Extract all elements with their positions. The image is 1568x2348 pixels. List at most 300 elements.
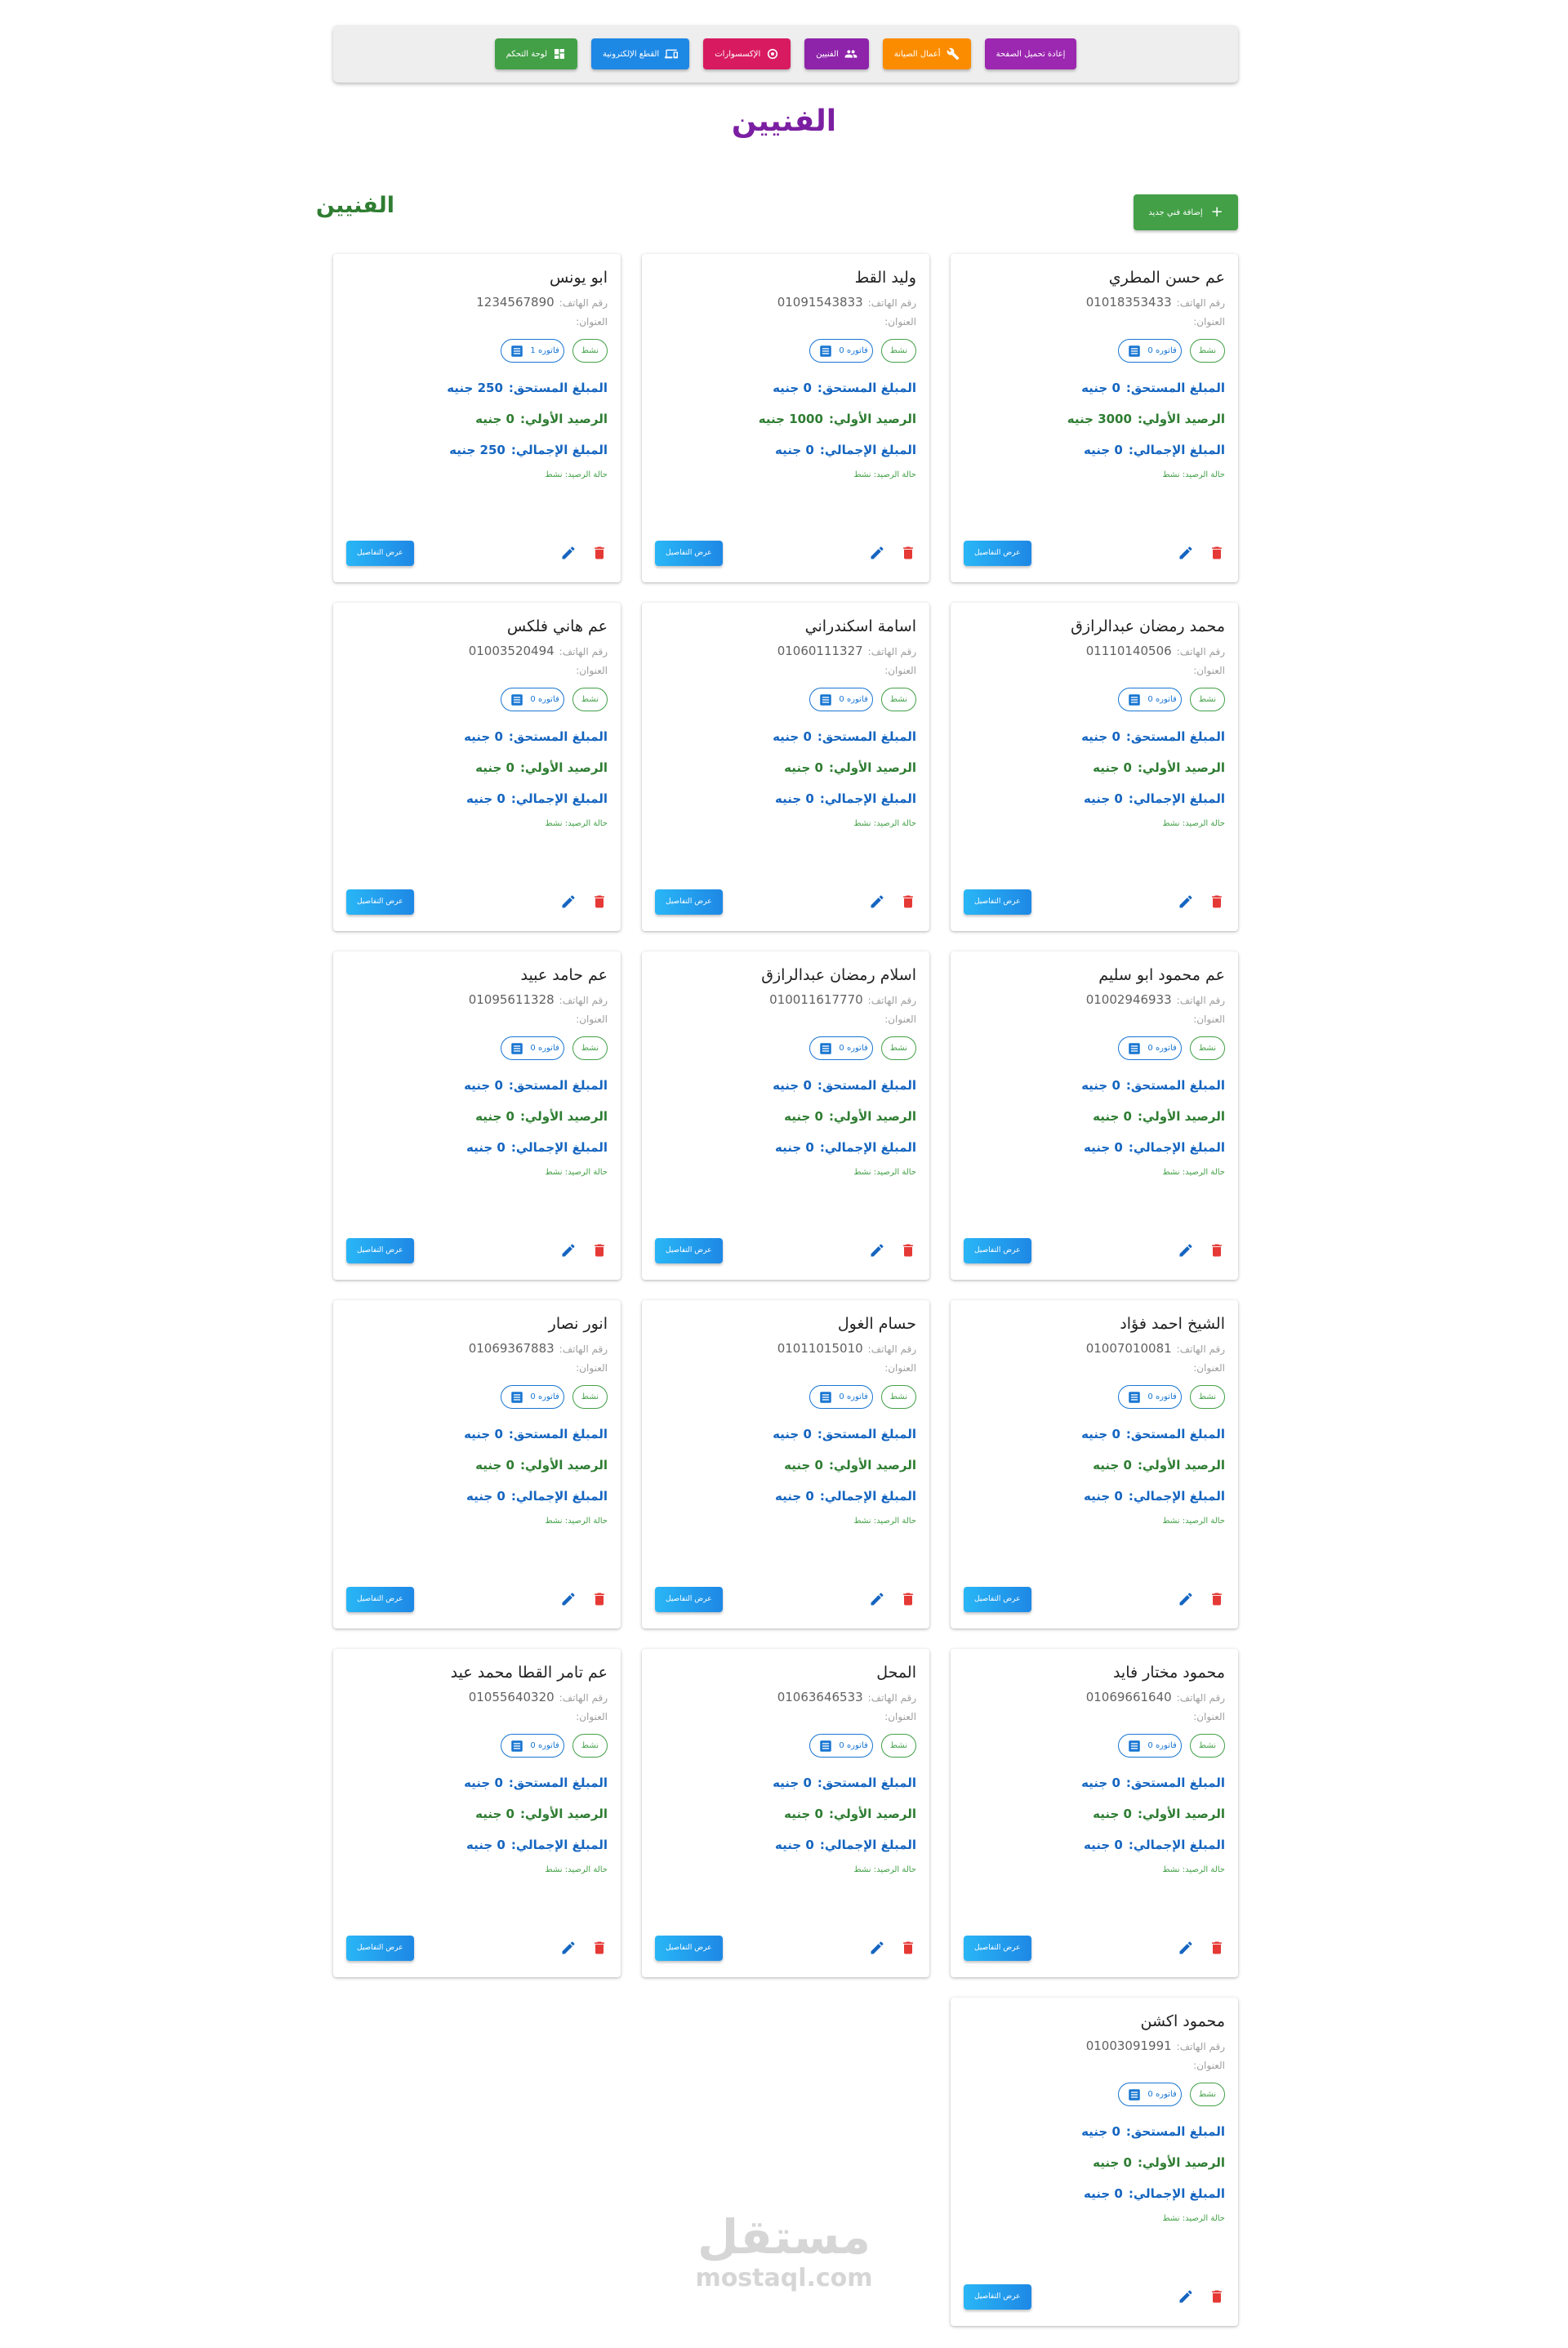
invoice-count-chip[interactable] [1118,339,1181,363]
phone-label: رقم الهاتف: [867,1692,916,1704]
view-details-button[interactable]: عرض التفاصيل [346,1936,414,1961]
opening-balance-amount: 0 [1123,760,1132,775]
balance-status: حالة الرصيد: نشط [1162,1517,1225,1526]
total-amount-label: المبلغ الإجمالي: [510,1838,608,1852]
edit-icon[interactable] [869,893,885,910]
technician-card [951,603,1238,931]
currency-label: جنيه [447,381,474,395]
card-action-icons [869,1940,916,1956]
currency-label: جنيه [1081,381,1108,395]
amount-due-label: المبلغ المستحق: [817,1775,916,1790]
technician-card [333,603,621,931]
invoice-count-chip[interactable] [1118,1734,1181,1758]
view-details-button[interactable]: عرض التفاصيل [655,1936,723,1961]
amount-due-label: المبلغ المستحق: [1125,729,1225,744]
invoice-count-text: فاتوره 0 [530,1741,559,1750]
phone-row [964,1690,1225,1704]
technician-card-body [655,1313,916,1615]
technician-card [951,254,1238,582]
currency-label: جنيه [1081,1427,1108,1441]
phone-row [346,1690,608,1704]
balance-status: حالة الرصيد: نشط [853,1168,916,1177]
address-label: العنوان: [1193,665,1225,676]
delete-icon[interactable] [591,545,608,561]
address-label: العنوان: [884,316,916,327]
view-details-button[interactable]: عرض التفاصيل [655,1238,723,1263]
phone-value: 01003520494 [468,644,555,658]
opening-balance-label: الرصيد الأولي: [828,412,916,426]
phone-label: رقم الهاتف: [1176,646,1225,657]
delete-icon[interactable] [900,1591,916,1607]
opening-balance-value [1093,2155,1132,2170]
phone-row [655,1690,916,1704]
amount-due-value [464,1775,503,1790]
invoice-count-chip[interactable] [501,339,564,363]
delete-icon[interactable] [1209,1591,1225,1607]
delete-icon[interactable] [900,1940,916,1956]
currency-label: جنيه [475,1807,502,1821]
card-actions [346,1935,608,1961]
total-amount-row [964,2186,1225,2201]
phone-row [655,1341,916,1356]
phone-value: 01095611328 [468,992,555,1007]
currency-label: جنيه [475,412,502,426]
view-details-button[interactable]: عرض التفاصيل [346,1238,414,1263]
delete-icon[interactable] [1209,893,1225,910]
edit-icon[interactable] [869,1242,885,1259]
status-chip: نشط [1190,1734,1225,1758]
opening-balance-amount: 0 [814,1109,823,1124]
delete-icon[interactable] [900,1242,916,1259]
total-amount-row [655,1140,916,1155]
card-actions [655,540,916,566]
currency-label: جنيه [466,1838,493,1852]
invoice-count-chip[interactable] [809,1734,872,1758]
total-amount-amount: 0 [805,443,814,457]
view-details-button[interactable]: عرض التفاصيل [655,889,723,915]
amount-due-value [1081,729,1120,744]
opening-balance-value [1093,1807,1132,1821]
edit-icon[interactable] [560,1242,577,1259]
technician-name: انور نصار [548,1315,608,1333]
opening-balance-label: الرصيد الأولي: [1137,1807,1225,1821]
opening-balance-value [759,412,823,426]
currency-label: جنيه [784,1458,811,1473]
invoice-count-chip[interactable] [1118,2083,1181,2106]
technician-card-body [964,1662,1225,1964]
technician-name: عم حامد عبيد [520,966,608,984]
edit-icon[interactable] [869,1591,885,1607]
balance-status: حالة الرصيد: نشط [545,1865,608,1874]
card-actions [346,1586,608,1612]
amount-due-value [464,1078,503,1093]
view-details-button[interactable]: عرض التفاصيل [346,1587,414,1612]
edit-icon[interactable] [560,1591,577,1607]
invoice-count-text: فاتوره 0 [839,1044,868,1053]
invoice-count-chip[interactable] [1118,688,1181,711]
opening-balance-row [346,1109,608,1124]
chips-row [346,1036,608,1060]
currency-label: جنيه [464,1427,491,1441]
technician-card-body [964,965,1225,1267]
amount-due-label: المبلغ المستحق: [817,1078,916,1093]
technician-name: عم حسن المطري [1108,269,1225,287]
status-chip: نشط [1190,1385,1225,1409]
edit-icon[interactable] [1178,1591,1194,1607]
opening-balance-label: الرصيد الأولي: [828,760,916,775]
phone-value: 01003091991 [1085,2038,1172,2053]
phone-value: 01018353433 [1085,295,1172,310]
currency-label: جنيه [475,760,502,775]
amount-due-amount: 0 [1111,1427,1120,1441]
opening-balance-amount: 0 [814,1458,823,1473]
technician-card [333,951,621,1280]
total-amount-row [655,443,916,457]
address-label: العنوان: [576,316,608,327]
amount-due-amount: 0 [494,1078,503,1093]
chips-row [346,688,608,711]
phone-row [655,992,916,1007]
document-icon [818,1739,833,1753]
opening-balance-value [784,1109,823,1124]
amount-due-amount: 0 [494,1427,503,1441]
opening-balance-value [1093,760,1132,775]
amount-due-value [773,1775,812,1790]
currency-label: جنيه [466,791,493,806]
view-details-button[interactable]: عرض التفاصيل [964,889,1031,915]
amount-due-row [655,729,916,744]
edit-icon[interactable] [1178,2288,1194,2305]
phone-value: 01055640320 [468,1690,555,1704]
invoice-count-chip[interactable] [501,1734,564,1758]
opening-balance-amount: 0 [1123,2155,1132,2170]
invoice-count-chip[interactable] [501,1036,564,1060]
currency-label: جنيه [1093,2155,1120,2170]
amount-due-label: المبلغ المستحق: [508,1427,608,1441]
total-amount-row [655,1489,916,1504]
card-action-icons [869,893,916,910]
edit-icon[interactable] [869,1940,885,1956]
opening-balance-amount: 0 [506,412,514,426]
total-amount-label: المبلغ الإجمالي: [819,443,916,457]
amount-due-amount: 250 [477,381,503,395]
technician-card [642,1300,929,1628]
balance-status: حالة الرصيد: نشط [545,470,608,479]
edit-icon[interactable] [1178,1242,1194,1259]
card-actions [964,1935,1225,1961]
document-icon [818,344,833,359]
currency-label: جنيه [1084,2186,1111,2201]
chips-row [655,1385,916,1409]
amount-due-row [655,1427,916,1441]
opening-balance-row [346,1458,608,1473]
opening-balance-amount: 0 [1123,1807,1132,1821]
document-icon [1127,1739,1142,1753]
invoice-count-chip[interactable] [809,1385,872,1409]
technician-card [951,1300,1238,1628]
delete-icon[interactable] [591,893,608,910]
opening-balance-label: الرصيد الأولي: [519,412,608,426]
total-amount-amount: 0 [805,1140,814,1155]
total-amount-value [1084,1489,1123,1504]
address-label: العنوان: [884,1362,916,1374]
opening-balance-row [655,760,916,775]
total-amount-value [466,1140,506,1155]
document-icon [1127,344,1142,359]
card-action-icons [1178,893,1225,910]
amount-due-label: المبلغ المستحق: [817,729,916,744]
nav-button-label: الفنيين [816,49,839,59]
view-details-button[interactable]: عرض التفاصيل [964,541,1031,566]
delete-icon[interactable] [591,1242,608,1259]
currency-label: جنيه [775,443,802,457]
amount-due-amount: 0 [1111,2124,1120,2139]
phone-value: 01011015010 [777,1341,863,1356]
card-action-icons [1178,1940,1225,1956]
currency-label: جنيه [1081,1775,1108,1790]
view-details-button[interactable]: عرض التفاصيل [964,1238,1031,1263]
currency-label: جنيه [1093,760,1120,775]
card-action-icons [560,1940,608,1956]
invoice-count-text: فاتوره 1 [530,346,559,355]
technician-name: الشيخ احمد فؤاد [1120,1315,1225,1333]
total-amount-amount: 0 [1114,1838,1123,1852]
chips-row [346,1734,608,1758]
currency-label: جنيه [449,443,476,457]
opening-balance-row [964,412,1225,426]
chips-row [346,339,608,363]
currency-label: جنيه [466,1489,493,1504]
amount-due-amount: 0 [1111,381,1120,395]
invoice-count-chip[interactable] [501,1385,564,1409]
phone-row [346,295,608,310]
opening-balance-amount: 3000 [1098,412,1132,426]
card-action-icons [1178,545,1225,561]
edit-icon[interactable] [1178,893,1194,910]
currency-label: جنيه [1093,1807,1120,1821]
edit-icon[interactable] [1178,545,1194,561]
opening-balance-value [475,760,514,775]
status-chip: نشط [572,339,608,363]
invoice-count-chip[interactable] [1118,1385,1181,1409]
currency-label: جنيه [466,1140,493,1155]
delete-icon[interactable] [591,1591,608,1607]
technician-card [951,1998,1238,2326]
edit-icon[interactable] [560,545,577,561]
amount-due-row [346,381,608,395]
view-details-button[interactable]: عرض التفاصيل [655,1587,723,1612]
opening-balance-label: الرصيد الأولي: [519,1109,608,1124]
amount-due-label: المبلغ المستحق: [1125,381,1225,395]
amount-due-value [1081,2124,1120,2139]
amount-due-row [346,729,608,744]
technician-name: عم محمود ابو سليم [1098,966,1225,984]
currency-label: جنيه [784,1807,811,1821]
technician-card [951,1649,1238,1977]
technician-name: اسلام رمضان عبدالرازق [761,966,916,984]
opening-balance-label: الرصيد الأولي: [519,1807,608,1821]
amount-due-value [1081,381,1120,395]
card-action-icons [560,1591,608,1607]
chips-row [655,1734,916,1758]
opening-balance-amount: 0 [506,1807,514,1821]
opening-balance-value [1067,412,1132,426]
balance-status: حالة الرصيد: نشط [853,1865,916,1874]
amount-due-amount: 0 [494,1775,503,1790]
plus-icon: + [1210,203,1223,221]
currency-label: جنيه [775,791,802,806]
delete-icon[interactable] [900,893,916,910]
total-amount-value [1084,2186,1123,2201]
edit-icon[interactable] [1178,1940,1194,1956]
invoice-count-chip[interactable] [809,1036,872,1060]
total-amount-value [775,1140,814,1155]
phone-row [655,295,916,310]
total-amount-label: المبلغ الإجمالي: [1128,791,1225,806]
view-details-button[interactable]: عرض التفاصيل [964,1587,1031,1612]
delete-icon[interactable] [591,1940,608,1956]
technician-card-body [964,616,1225,918]
amount-due-value [1081,1775,1120,1790]
technician-card-body [964,267,1225,569]
balance-status: حالة الرصيد: نشط [853,819,916,828]
amount-due-row [964,729,1225,744]
opening-balance-amount: 0 [814,760,823,775]
phone-label: رقم الهاتف: [1176,297,1225,309]
technician-name: عم تامر القطا محمد عيد [450,1664,608,1682]
status-chip: نشط [1190,2083,1225,2106]
edit-icon[interactable] [869,545,885,561]
delete-icon[interactable] [1209,2288,1225,2305]
amount-due-value [447,381,503,395]
add-technician-label: إضافة فني جديد [1148,207,1203,217]
status-chip: نشط [572,1385,608,1409]
delete-icon[interactable] [900,545,916,561]
edit-icon[interactable] [560,1940,577,1956]
phone-label: رقم الهاتف: [867,646,916,657]
amount-due-value [773,1078,812,1093]
status-chip: نشط [1190,339,1225,363]
currency-label: جنيه [773,1078,800,1093]
amount-due-value [464,729,503,744]
amount-due-value [464,1427,503,1441]
amount-due-row [655,381,916,395]
opening-balance-amount: 0 [506,1109,514,1124]
technician-card-body [346,267,608,569]
total-amount-value [775,791,814,806]
technician-name: اسامة اسكندراني [804,617,916,635]
view-details-button[interactable]: عرض التفاصيل [964,1936,1031,1961]
chips-row [964,1734,1225,1758]
total-amount-value [466,791,506,806]
amount-due-value [1081,1427,1120,1441]
amount-due-row [346,1078,608,1093]
total-amount-row [964,1838,1225,1852]
amount-due-row [964,381,1225,395]
invoice-count-text: فاتوره 0 [1147,2090,1177,2099]
status-chip: نشط [881,688,916,711]
balance-status: حالة الرصيد: نشط [545,819,608,828]
watermark-latin: mostaql.com [695,2264,873,2292]
currency-label: جنيه [758,412,785,426]
delete-icon[interactable] [1209,545,1225,561]
view-details-button[interactable]: عرض التفاصيل [964,2284,1031,2310]
delete-icon[interactable] [1209,1940,1225,1956]
invoice-count-chip[interactable] [809,688,872,711]
delete-icon[interactable] [1209,1242,1225,1259]
card-actions [964,540,1225,566]
edit-icon[interactable] [560,893,577,910]
currency-label: جنيه [1084,1489,1111,1504]
total-amount-row [655,791,916,806]
view-details-button[interactable]: عرض التفاصيل [346,889,414,915]
invoice-count-text: فاتوره 0 [530,1044,559,1053]
phone-label: رقم الهاتف: [559,646,608,657]
technician-card [333,1300,621,1628]
opening-balance-row [655,1458,916,1473]
amount-due-label: المبلغ المستحق: [817,1427,916,1441]
invoice-count-chip[interactable] [1118,1036,1181,1060]
total-amount-row [964,1140,1225,1155]
view-details-button[interactable]: عرض التفاصيل [655,541,723,566]
opening-balance-amount: 0 [814,1807,823,1821]
document-icon [1127,1041,1142,1056]
balance-status: حالة الرصيد: نشط [1162,1865,1225,1874]
chips-row [964,2083,1225,2106]
amount-due-amount: 0 [803,381,812,395]
amount-due-row [964,1427,1225,1441]
total-amount-value [775,1838,814,1852]
total-amount-amount: 0 [1114,1489,1123,1504]
document-icon [818,1041,833,1056]
opening-balance-amount: 0 [506,760,514,775]
chips-row [964,339,1225,363]
address-label: العنوان: [1193,2060,1225,2071]
status-chip: نشط [572,1734,608,1758]
total-amount-label: المبلغ الإجمالي: [1128,2186,1225,2201]
total-amount-value [466,1838,506,1852]
technician-card-body [964,1313,1225,1615]
technician-card [642,951,929,1280]
nav-button-label: إعادة تحميل الصفحة [996,49,1066,59]
amount-due-amount: 0 [803,1427,812,1441]
invoice-count-chip[interactable] [501,688,564,711]
total-amount-amount: 0 [805,1489,814,1504]
opening-balance-amount: 0 [506,1458,514,1473]
currency-label: جنيه [1067,412,1094,426]
card-actions [655,1237,916,1263]
total-amount-label: المبلغ الإجمالي: [819,791,916,806]
total-amount-amount: 250 [479,443,506,457]
chips-row [655,339,916,363]
phone-value: 01063646533 [777,1690,863,1704]
card-actions [964,889,1225,915]
invoice-count-text: فاتوره 0 [839,695,868,704]
amount-due-row [964,2124,1225,2139]
view-details-button[interactable]: عرض التفاصيل [346,541,414,566]
status-chip: نشط [881,339,916,363]
opening-balance-value [475,1109,514,1124]
chips-row [346,1385,608,1409]
phone-label: رقم الهاتف: [1176,1692,1225,1704]
total-amount-amount: 0 [1114,2186,1123,2201]
currency-label: جنيه [1084,1838,1111,1852]
invoice-count-chip[interactable] [809,339,872,363]
phone-row [964,295,1225,310]
currency-label: جنيه [784,1109,811,1124]
phone-value: 1234567890 [476,295,555,310]
currency-label: جنيه [464,1775,491,1790]
